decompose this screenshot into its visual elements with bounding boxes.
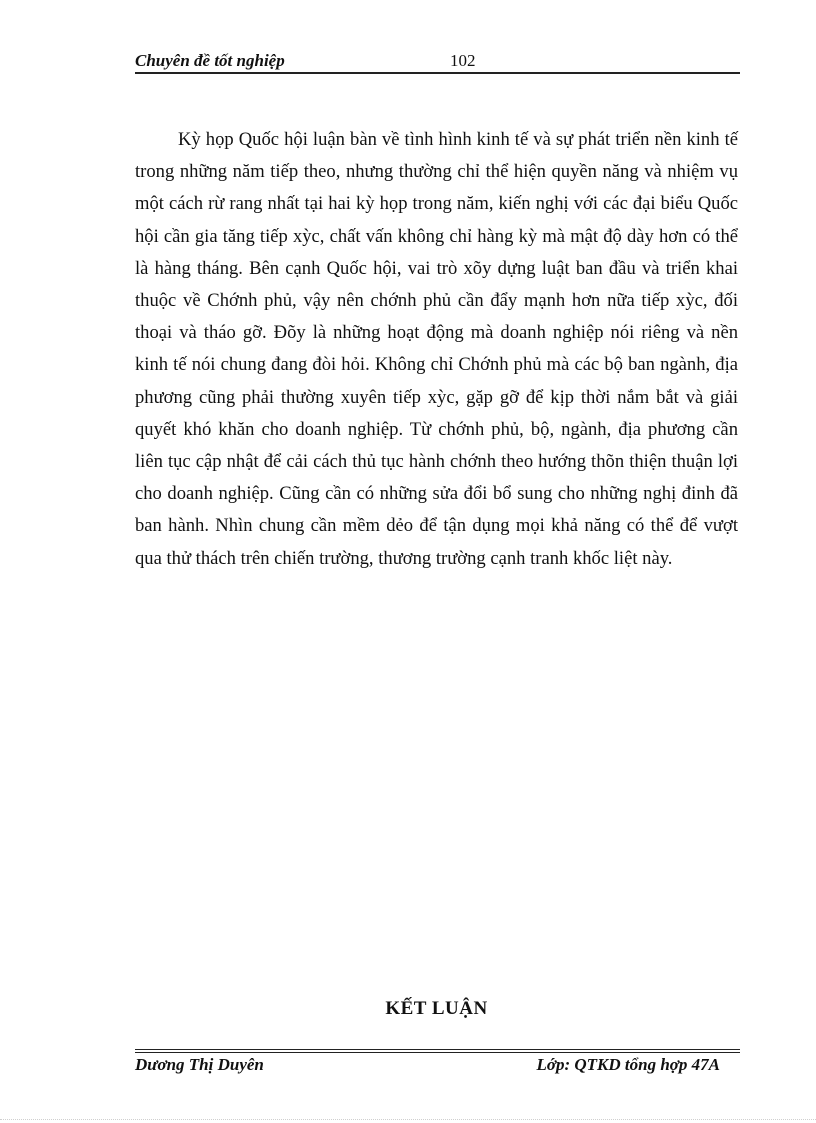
page-number: 102 <box>450 51 476 70</box>
page-edge-divider <box>0 1119 816 1120</box>
header-title: Chuyên đề tốt nghiệp <box>135 51 285 70</box>
section-heading-conclusion: KẾT LUẬN <box>385 998 488 1019</box>
page-header <box>135 48 740 74</box>
footer-rule-top <box>135 1049 740 1050</box>
footer-author: Dương Thị Duyên <box>135 1055 264 1074</box>
footer-rule-bottom <box>135 1052 740 1053</box>
body-paragraph: Kỳ họp Quốc hội luận bàn về tình hình kinh tế và sự phát triển nền kinh tế trong những năm tiếp theo, nhưng thường chỉ thể hiện quyền năng và nhiệm vụ một cách rừ rang nhất tại hai kỳ họp trong năm, kiến nghị với các đại biểu Quốc hội cần gia tăng tiếp xỳc, chất vấn không chỉ hàng kỳ mà mật độ dày hơn có thể là hàng tháng. Bên cạnh Quốc hội, vai trò xõy dựng luật ban đầu và triển khai thuộc về Chớnh phủ, vậy nên chớnh phủ cần đẩy mạnh hơn nữa tiếp xỳc, đối thoại và tháo gỡ. Đõy là những hoạt động mà doanh nghiệp nói riêng và nền kinh tế nói chung đang đòi hỏi. Không chỉ Chớnh phủ mà các bộ ban ngành, địa phương cũng phải thường xuyên tiếp xỳc, gặp gỡ để kịp thời nắm bắt và giải quyết khó khăn cho doanh nghiệp. Từ chớnh phủ, bộ, ngành, địa phương cần liên tục cập nhật để cải cách thủ tục hành chớnh theo hướng thõn thiện thuận lợi cho doanh nghiệp. Cũng cần có những sửa đổi bổ sung cho những nghị đinh đã ban hành. Nhìn chung cần mềm dẻo để tận dụng mọi khả năng có thể để vượt qua thử thách trên chiến trường, thương trường cạnh tranh khốc liệt này. <box>135 129 738 569</box>
footer-class-info: Lớp: QTKD tổng hợp 47A <box>536 1055 720 1074</box>
